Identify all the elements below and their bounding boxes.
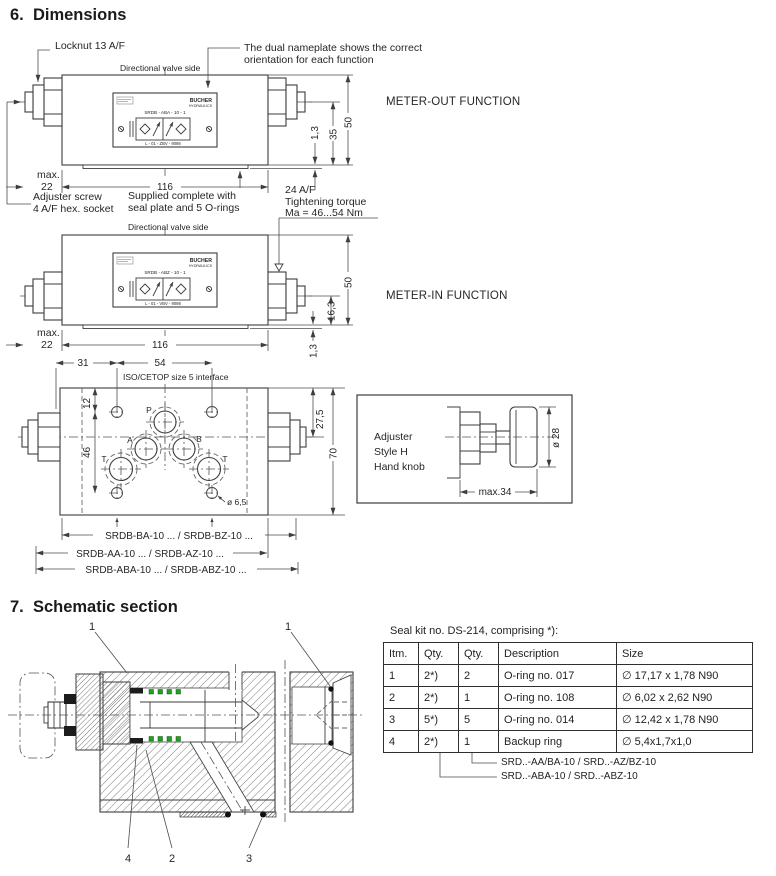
adjuster-line1: Adjuster (374, 431, 413, 443)
port-t1-label: T (101, 454, 107, 464)
dim-27-5: 27,5 (315, 409, 326, 429)
brand-name: BUCHER (189, 98, 212, 104)
max-label: max. (37, 169, 60, 181)
meter-out-nameplate (113, 93, 217, 147)
supplied-2: seal plate and 5 O-rings (128, 202, 240, 214)
schematic-section-drawing (8, 621, 362, 865)
dim-12: 12 (82, 397, 93, 409)
seal-black-bottom (64, 726, 76, 736)
nameplate-note-2: orientation for each function (244, 54, 374, 66)
plate-model: SRDB - ABZ - 10 - 1 (144, 270, 186, 275)
valve-side-label: Directional valve side (120, 63, 201, 73)
seal-black-top (64, 694, 76, 704)
dim-1-3: 1,3 (310, 126, 321, 140)
adjuster-line3: Hand knob (374, 461, 425, 473)
callout-1-right: 1 (284, 621, 292, 633)
dim-70: 70 (328, 447, 340, 459)
meter-in-nameplate (113, 253, 217, 307)
max-value: 22 (41, 339, 53, 351)
range-1-label: SRDB-BA-10 ... / SRDB-BZ-10 ... (105, 531, 253, 542)
valve-side-label: Directional valve side (128, 222, 209, 232)
variant-connectors (440, 753, 497, 777)
table-header-row (384, 643, 753, 665)
col-size: Size (617, 643, 753, 665)
col-qty-kit: Qty. (419, 643, 459, 665)
seal-kit-title: Seal kit no. DS-214, comprising *): (390, 625, 559, 637)
adjuster-line2: Style H (374, 446, 408, 458)
dim-dia-28: ø 28 (551, 427, 562, 448)
dim-54: 54 (154, 358, 166, 369)
meter-out-function-label: METER-OUT FUNCTION (386, 96, 521, 108)
dim-1-3: 1,3 (308, 344, 320, 358)
section-6-number: 6. (10, 6, 24, 24)
locknut-leader (38, 50, 50, 82)
nameplate-note-1: The dual nameplate shows the correct (244, 42, 423, 54)
max-value: 22 (41, 181, 53, 193)
section-7-number: 7. (10, 598, 24, 616)
section-7-title: Schematic section (32, 598, 178, 616)
section-7-heading (10, 598, 178, 617)
top-view-right-nut (268, 413, 306, 461)
af-24: 24 A/F (285, 184, 316, 196)
torque-leader (275, 218, 378, 271)
callout-2: 2 (168, 853, 176, 865)
dim-16-3: 16,3 (326, 301, 338, 321)
table-row: 2 2*) 1 O-ring no. 108 ∅ 6,02 x 2,62 N90 (384, 687, 753, 709)
range-3-label: SRDB-ABA-10 ... / SRDB-ABZ-10 ... (85, 565, 247, 576)
callout-3: 3 (245, 853, 253, 865)
plate-model: SRDB - ABA - 10 - 1 (144, 110, 186, 115)
col-qty: Qty. (459, 643, 499, 665)
variant-label-2: SRD..-ABA-10 / SRD..-ABZ-10 (501, 771, 638, 782)
table-row: 1 2*) 2 O-ring no. 017 ∅ 17,17 x 1,78 N90 (384, 665, 753, 687)
model-ranges (36, 518, 298, 576)
brand-sub: HYDRAULICS (188, 264, 212, 268)
dim-31: 31 (77, 358, 89, 369)
adjuster-bushing (76, 674, 103, 750)
top-view-left-nut (22, 413, 60, 461)
plate-code: L - 01 - VBV - 9098 (145, 301, 181, 306)
meter-in-drawing (6, 222, 508, 358)
adjuster-screw-leader (7, 102, 31, 204)
port-t2-label: T (222, 454, 228, 464)
meter-out-left-adjuster (25, 78, 62, 126)
callout-1-left: 1 (88, 621, 96, 633)
table-row: 3 5*) 5 O-ring no. 014 ∅ 12,42 x 1,78 N90 (384, 709, 753, 731)
plate-code: L - 01 - ZBV - 9098 (145, 141, 181, 146)
table-row: 4 2*) 1 Backup ring ∅ 5,4x1,7x1,0 (384, 731, 753, 753)
dim-35: 35 (328, 128, 340, 140)
dim-max-34: max.34 (478, 487, 512, 498)
locknut-label: Locknut 13 A/F (55, 40, 126, 52)
port-b-label: B (196, 434, 202, 444)
iso-interface-label: ISO/CETOP size 5 interface (123, 372, 229, 382)
adjuster-option-box (357, 395, 572, 503)
dim-50: 50 (343, 276, 355, 288)
supplied-1: Supplied complete with (128, 190, 236, 202)
col-itm: Itm. (384, 643, 419, 665)
port-p-label: P (146, 405, 152, 415)
brand-sub: HYDRAULICS (188, 104, 212, 108)
adjuster-screw-2: 4 A/F hex. socket (33, 203, 114, 215)
torque-1: Tightening torque (285, 196, 367, 208)
end-plug-block (290, 672, 353, 812)
dim-50: 50 (343, 116, 355, 128)
brand-name: BUCHER (189, 258, 212, 264)
dim-116: 116 (157, 182, 173, 193)
seal-kit-table (383, 642, 753, 753)
col-description: Description (499, 643, 617, 665)
section-6-title: Dimensions (32, 6, 127, 24)
range-2-label: SRDB-AA-10 ... / SRDB-AZ-10 ... (76, 549, 224, 560)
hole-dia-label: ø 6,5 (227, 497, 247, 507)
port-a-label: A (127, 435, 133, 445)
dim-116: 116 (152, 340, 168, 351)
port-face-drawing (18, 357, 345, 576)
torque-2: Ma = 46...54 Nm (285, 207, 363, 219)
dim-46: 46 (82, 446, 93, 458)
callout-4: 4 (124, 853, 132, 865)
variant-label-1: SRD..-AA/BA-10 / SRD..-AZ/BZ-10 (501, 757, 657, 768)
meter-in-left-adjuster (25, 272, 62, 320)
meter-in-function-label: METER-IN FUNCTION (386, 290, 508, 302)
section-6-heading (10, 6, 126, 25)
max-label: max. (37, 327, 60, 339)
adjuster-screw-1: Adjuster screw (33, 191, 102, 203)
